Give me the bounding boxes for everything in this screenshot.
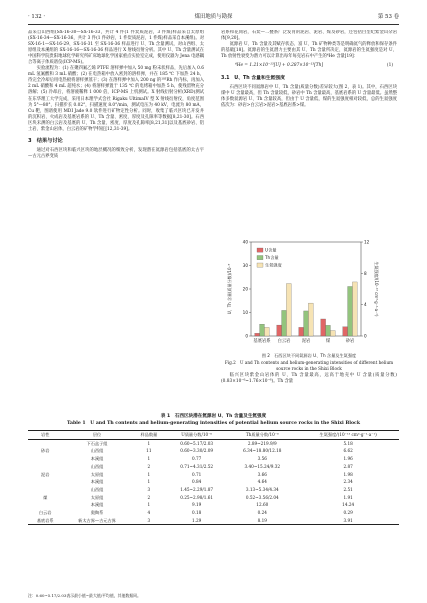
bar-0 xyxy=(321,319,326,336)
bar-1 xyxy=(304,311,309,336)
table-row xyxy=(28,455,399,463)
table-row xyxy=(28,447,399,455)
volume-label: 第 53 卷 xyxy=(377,14,399,20)
equation-number: (1) xyxy=(386,63,393,69)
page-number: · 132 · xyxy=(28,14,46,20)
table-cell xyxy=(28,486,62,494)
table-cell: 1.98 xyxy=(343,471,353,477)
table-row xyxy=(28,494,399,502)
table-cell: 3.56 xyxy=(257,456,267,462)
bar-0 xyxy=(277,325,282,336)
table-cell: 0.29 xyxy=(343,510,353,516)
table-cell: 3.91 xyxy=(343,517,353,523)
y2-tick-label: 0 xyxy=(364,333,367,339)
paragraph: 通过对石西区块和临兴区块的地层概况的细致分析，发现潜在氦源岩包括基底的太古宇—古元古界变质 xyxy=(28,147,204,159)
table-cell xyxy=(28,455,62,463)
table-cell: 1 xyxy=(147,471,151,477)
table-cell: 1.91 xyxy=(343,494,353,500)
table-cell: 太原组 xyxy=(90,471,104,477)
y-tick-label: 0 xyxy=(245,333,248,339)
table-cell: 山西组 xyxy=(90,463,104,469)
table-cell: 3 xyxy=(147,517,151,523)
y2-tick-label: 4 xyxy=(364,302,367,308)
table-cell: 2.34 xyxy=(343,479,353,485)
table-cell xyxy=(28,463,62,471)
table-body xyxy=(28,439,399,525)
table-cell: 3.13~5.34/4.34 xyxy=(245,486,279,492)
table-cell: 本溪组 xyxy=(90,479,104,485)
table-cell xyxy=(28,478,62,486)
table-cell: 2 xyxy=(147,494,151,500)
bar-2 xyxy=(264,327,269,336)
table-cell: 6.34~18.80/12.18 xyxy=(243,448,282,454)
table-cell: 煤 xyxy=(43,494,48,500)
table-cell: 12.60 xyxy=(256,502,269,508)
section-heading: 3 结果与讨论 xyxy=(28,137,63,144)
table-cell: 1.29 xyxy=(191,517,202,523)
table-row xyxy=(28,471,399,479)
legend-swatch xyxy=(257,256,263,260)
table-cell: 1.96 xyxy=(343,456,353,462)
table-cell: 0.77 xyxy=(191,456,202,462)
paragraph: 石西区块不同氦源岩中 U、Th 含量(质量分数)差异较大(图 2，表 1)。其中，石西区块煤中 U 含量最高，但 Th 含量较低，砂岩中 Th 含量最高，基底岩系的 U 含量最低。虽然整体多数氦源岩 U、Th 含量较高，但由于 U 含量低，煤的生氦强度相对较低，总的生氦强度依次为：砂岩>白云岩>泥岩>基底岩系>煤。 xyxy=(221,84,397,108)
column-header: U质量分数/10⁻⁶ xyxy=(181,432,213,437)
bar-1 xyxy=(348,286,353,336)
table-cell: 2.89~219.9/9 xyxy=(247,440,277,446)
table-cell: 4 xyxy=(147,510,151,516)
x-tick-label: 泥岩 xyxy=(301,339,311,344)
table-cell: 0.71 xyxy=(191,471,202,477)
figure-caption-cn: 图 2 石西区块不同氦源岩 U、Th 含量及生氦强度 xyxy=(261,353,357,358)
column-header: Th质量分数/10⁻⁶ xyxy=(245,432,279,437)
equation-body: ⁴He = 1.21×10⁻¹³[U] + 0.287×10⁻¹³[Th] xyxy=(235,63,324,69)
table-cell: 11 xyxy=(146,448,152,454)
y-tick-label: 40 xyxy=(242,239,248,245)
column-header: 样品数量 xyxy=(140,432,158,437)
table-cell: 1 xyxy=(147,502,151,508)
paragraph: 临兴区块紫金山岩体的 U、Th 含量最高，远高于地壳中 U 含量(质量分数)(0.83×10⁻⁶~1.76×10⁻⁶)。Th 含量 xyxy=(221,373,397,385)
table-cell: 基底岩系 xyxy=(36,517,54,523)
table-cell: 3.66 xyxy=(257,471,267,477)
bar-0 xyxy=(255,333,260,336)
table-cell: 3.40~15.24/9.32 xyxy=(244,463,281,469)
table-row xyxy=(28,478,399,486)
right-column xyxy=(221,30,397,235)
figure-caption-en: Fig.2 U and Th contents and helium-generating intensities of different helium source rocks in the Shixi Block xyxy=(224,360,394,371)
x-tick-label: 基底岩系 xyxy=(253,339,271,344)
table-cell: 砂岩 xyxy=(41,448,50,454)
table-cell: 2 xyxy=(147,463,151,469)
equation xyxy=(221,60,397,72)
column-header: 层位 xyxy=(92,432,102,437)
table-cell: 0.60~3.30/2.09 xyxy=(180,448,214,454)
table-cell: 白云岩 xyxy=(38,510,52,516)
table-cell: 0.18 xyxy=(191,510,202,516)
paragraph: 岩系和花岗岩，石炭—二叠系广泛发育的泥岩、泥岩、煤及砂岩，还包括白垩纪紫金山杂岩体[9,20]。 xyxy=(221,30,397,42)
paragraph: 品采自山西组(SX-16-30—SX-16-33，共计 4 件(1 件炭质泥岩，3 件煤)样品采自太原组(SX-16-34—SX-16-36，共计 3 件(1 件砂岩，1 件炭质泥岩，1 件煤)样品采自本溪组)。对 SX-16-1—SX-16-29、SX-16-31 至 SX-16-36 样品进行 U、Th 含量测试，对山西组、太原组及本溪组的 SX-16-16—SX-16-36 样品进行 X 射线衍射分析。其中 U、Th 含量测试在中国科学院贵阳地球化学研究所矿床地球化学国家重点实验室完成，使用仪器为 Jena 电感耦合等离子体质谱仪(ICP-MS)。 xyxy=(28,30,204,66)
table-title-cn: 表 1 石西区块潜在氦源岩 U、Th 含量及生氦强度 xyxy=(160,414,267,419)
table-cell: 1.45~2.29/1.87 xyxy=(180,486,214,492)
table-cell: 0.60~5.17/2.03 xyxy=(180,440,214,446)
running-header xyxy=(28,14,399,24)
table-row xyxy=(28,439,399,447)
table-cell: 9.19 xyxy=(191,502,202,508)
x-tick-label: 煤 xyxy=(325,339,331,344)
legend-label: Th含量 xyxy=(265,255,279,261)
table-cell: 山西组 xyxy=(90,486,104,492)
y2-tick-label: 8 xyxy=(364,270,367,276)
bar-2 xyxy=(286,284,291,336)
paragraph: 实验流程为：(1) 在聚四氟乙烯 PTFE 溶样弹中加入 50 mg 粉末状样品，先后加入 0.6 mL 氢氟酸和 3 mL 硝酸；(2) 在电热箱中放入密封的溶样弹，并在 185 ℃ 下加热 24 h，待完全冷却后用电热板将溶样弹蒸干；(3) 在溶样弹中加入 200 ng 的¹⁰³Rh 作内标，再加入 2 mL 硝酸和 4 mL 超纯水；(4) 将溶样弹置于 135 ℃ 的电烤箱中加热 5 h，使残留物充分溶解；(5) 冷却后，将溶液稀释 1 000 倍，ICP-MS 上机测试。X 射线衍射分析(XRD)测试在东华理工大学完成，采用日本理学式会社 Rigaku UltimaIV 型 X 射线衍射仪，角度范围为 5°—80°，扫描步长 0.02°，扫描速度 8.0°/min，测试电压为 40 kV，电流为 80 mA，Cu 靶，图谱使用 MDI Jade 9.0 软件进行矿物定性分析。同时，收集了临兴区块已开发井的沉积岩、火成岩及基底岩系的 U、Th 含量、密度、厚度及孔隙率等数据[8,21-30]。石西区块未测的白云岩及基底的 U、Th 含量、密度、厚度及孔隙率[8,21,31]以及基底砂岩、铝土岩、紫金山岩体，白云岩的矿物学特征[12,31-39]。 xyxy=(28,66,204,132)
bar-1 xyxy=(260,324,265,336)
table-cell: 1 xyxy=(147,440,151,446)
table-cell: 新太古界—古元古界 xyxy=(78,517,116,523)
table-note: 注：0.60~5.17/2.03表示最小值~最大值/平均值，其他数据同。 xyxy=(28,593,141,598)
y2-tick-label: 12 xyxy=(364,239,370,245)
bar-2 xyxy=(308,303,313,336)
legend-label: 生氦强度 xyxy=(265,262,282,268)
subsection-heading: 3.1 U、Th 含量和生氦强度 xyxy=(221,76,285,82)
legend-swatch xyxy=(257,248,263,252)
table-row xyxy=(28,517,399,525)
bar-1 xyxy=(326,325,331,336)
left-column xyxy=(28,30,204,408)
bar-0 xyxy=(299,327,304,336)
table-cell: 太原组 xyxy=(90,494,104,500)
table-cell: 5.18 xyxy=(343,440,353,446)
bar-1 xyxy=(282,310,287,336)
y-axis-label: U、Th 含量(质量分数)/10⁻⁶ xyxy=(227,263,232,315)
y-tick-label: 30 xyxy=(242,263,248,268)
table-cell: 0.25~2.98/1.61 xyxy=(180,494,214,500)
table-cell: 0.84 xyxy=(191,479,202,485)
header-rule xyxy=(28,24,399,25)
bar-2 xyxy=(330,331,335,336)
table-cell: 本溪组 xyxy=(90,456,104,462)
table-row xyxy=(28,486,399,494)
table-cell: 2.51 xyxy=(343,486,353,492)
table-cell: 下石盒子组 xyxy=(86,440,108,446)
table-cell: 0.71~4.31/2.52 xyxy=(180,463,214,469)
legend-label: U含量 xyxy=(265,247,277,253)
x-tick-label: 白云岩 xyxy=(277,339,291,344)
post-figure-text xyxy=(221,373,397,385)
bar-0 xyxy=(343,327,348,336)
table-cell: 6.62 xyxy=(343,448,353,454)
table-cell xyxy=(28,439,62,447)
data-table xyxy=(28,430,399,525)
y-tick-label: 20 xyxy=(242,286,248,292)
table-row xyxy=(28,463,399,471)
table-cell: 1 xyxy=(147,456,151,462)
table-cell: 0.52~3.56/2.04 xyxy=(245,494,279,500)
table-title-en: Table 1 U and Th contents and helium-generating intensities of potential helium source rocks in the Shixi Block xyxy=(66,421,361,426)
legend-swatch xyxy=(257,263,263,267)
bar-2 xyxy=(352,282,357,336)
table-cell: 4.64 xyxy=(257,479,267,485)
figure-2-chart xyxy=(221,236,397,354)
table-cell: 山西组 xyxy=(90,448,104,454)
paragraph: 氦源岩 U、Th 含量及其赋存状态、富 U、Th 矿物种类等是明确氦气的释放和保存条件的基础[18]。氦源岩的生氦潜力主要由其 U、Th 含量所决定，氦源岩的生氦强度是对 U、Th 放射性衰变为潜力可以计算出每年每克岩石中产生的⁴He 含量[19]： xyxy=(221,42,397,60)
table-cell: 14.24 xyxy=(342,502,355,508)
y2-axis-label: 生氦强度/(10⁻¹³ cm³·g⁻¹·a⁻¹) xyxy=(374,261,379,317)
table-cell: 泥岩 xyxy=(41,471,50,477)
journal-name: 煤田地质与勘探 xyxy=(194,14,233,20)
table-cell: 1 xyxy=(147,479,151,485)
table-row xyxy=(28,501,399,509)
table-row xyxy=(28,509,399,517)
table-cell: 3 xyxy=(147,486,151,492)
table-cell: 0.24 xyxy=(257,510,267,516)
table-cell: 8.19 xyxy=(257,517,267,523)
table-header-row xyxy=(28,431,399,440)
table-cell: 2.87 xyxy=(343,463,353,469)
table-cell xyxy=(28,501,62,509)
table-cell: 奥陶系 xyxy=(90,510,104,516)
y-tick-label: 10 xyxy=(242,310,248,315)
x-tick-label: 砂岩 xyxy=(345,339,355,344)
column-header: 生氦强度/(10⁻¹³ cm³·g⁻¹·a⁻¹) xyxy=(319,432,377,437)
table-cell: 本溪组 xyxy=(90,502,104,508)
column-header: 岩性 xyxy=(41,432,50,437)
